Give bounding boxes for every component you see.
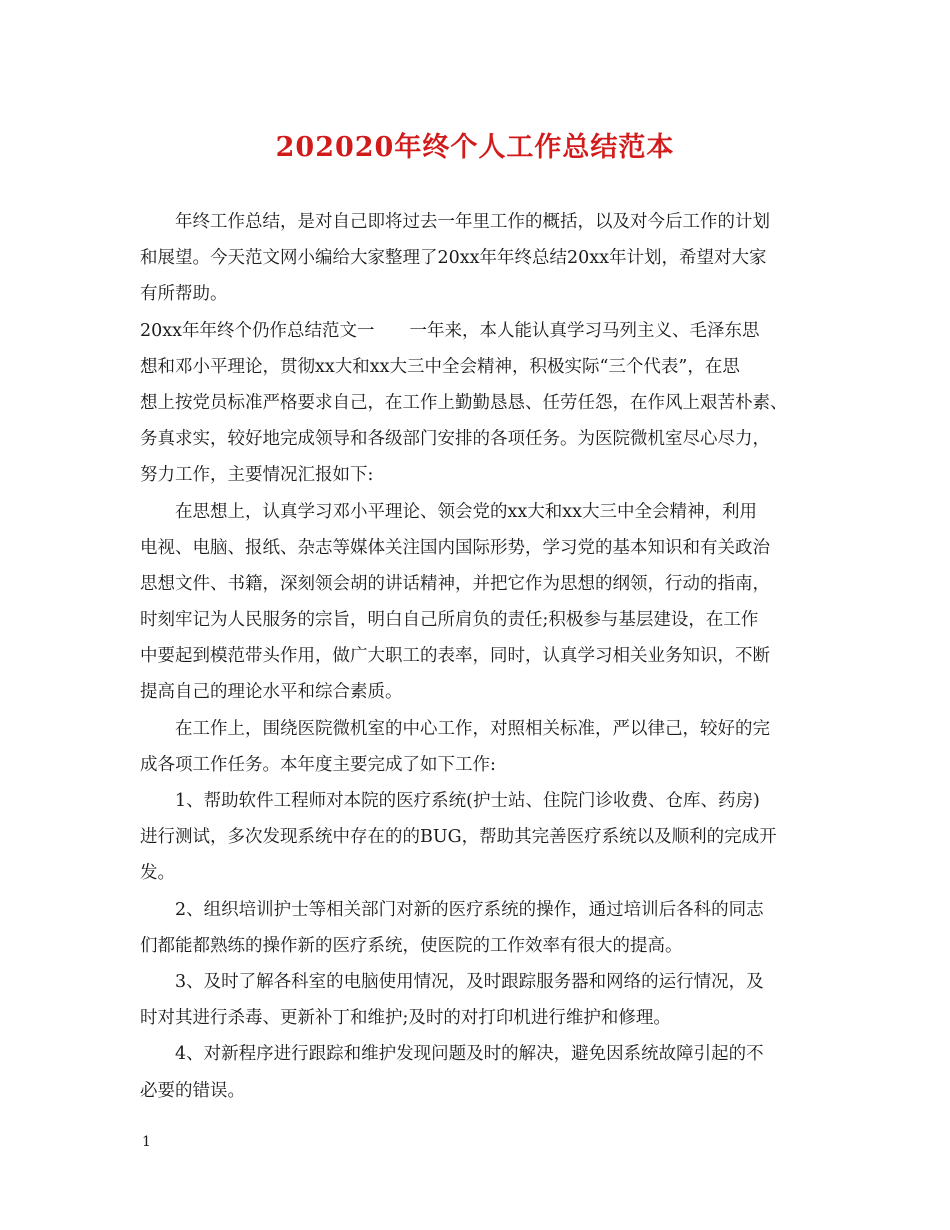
- body-line: 20xx年年终个仍作总结范文一 一年来，本人能认真学习马列主义、毛泽东思: [140, 320, 760, 341]
- body-line: 4、对新程序进行跟踪和维护发现问题及时的解决，避免因系统故障引起的不: [175, 1044, 764, 1065]
- body-line: 们都能都熟练的操作新的医疗系统，使医院的工作效率有很大的提高。: [140, 935, 683, 956]
- body-line: 成各项工作任务。本年度主要完成了如下工作:: [140, 754, 496, 775]
- body-line: 务真求实，较好地完成领导和各级部门安排的各项任务。为医院微机室尽心尽力，: [140, 429, 770, 450]
- body-line: 中要起到模范带头作用，做广大职工的表率，同时，认真学习相关业务知识，不断: [140, 646, 770, 667]
- body-line: 年终工作总结，是对自己即将过去一年里工作的概括，以及对今后工作的计划: [175, 212, 770, 232]
- body-line: 必要的错误。: [140, 1080, 245, 1101]
- body-line: 3、及时了解各科室的电脑使用情况，及时跟踪服务器和网络的运行情况，及: [175, 971, 764, 992]
- body-line: 有所帮助。: [140, 284, 228, 305]
- body-line: 1、帮助软件工程师对本院的医疗系统(护士站、住院门诊收费、仓库、药房): [175, 791, 760, 811]
- body-line: 想和邓小平理论，贯彻xx大和xx大三中全会精神，积极实际“三个代表”，在思: [140, 356, 740, 377]
- body-line: 2、组织培训护士等相关部门对新的医疗系统的操作，通过培训后各科的同志: [175, 899, 764, 920]
- document-body: [140, 204, 812, 1109]
- body-line: 时对其进行杀毒、更新补丁和维护;及时的对打印机进行维护和修理。: [140, 1008, 671, 1029]
- body-line: 发。: [140, 863, 175, 884]
- body-line: 想上按党员标准严格要求自己，在工作上勤勤恳恳、任劳任怨，在作风上艰苦朴素、: [140, 392, 788, 413]
- body-line: 在思想上，认真学习邓小平理论、领会党的xx大和xx大三中全会精神，利用: [175, 501, 757, 522]
- body-line: 努力工作，主要情况汇报如下:: [140, 465, 374, 486]
- document-title: 202020年终个人工作总结范本: [275, 132, 675, 163]
- body-line: 进行测试，多次发现系统中存在的的BUG，帮助其完善医疗系统以及顺利的完成开: [140, 827, 777, 848]
- body-line: 提高自己的理论水平和综合素质。: [140, 682, 403, 703]
- body-line: 思想文件、书籍，深刻领会胡的讲话精神，并把它作为思想的纲领，行动的指南，: [140, 573, 770, 594]
- body-line: 在工作上，围绕医院微机室的中心工作，对照相关标准，严以律己，较好的完: [175, 718, 770, 739]
- body-line: 和展望。今天范文网小编给大家整理了20xx年年终总结20xx年计划，希望对大家: [140, 248, 767, 269]
- body-line: 时刻牢记为人民服务的宗旨，明白自己所肩负的责任;积极参与基层建设，在工作: [140, 610, 759, 631]
- body-line: 电视、电脑、报纸、杂志等媒体关注国内国际形势，学习党的基本知识和有关政治: [140, 537, 770, 558]
- page-number: 1: [142, 1134, 151, 1150]
